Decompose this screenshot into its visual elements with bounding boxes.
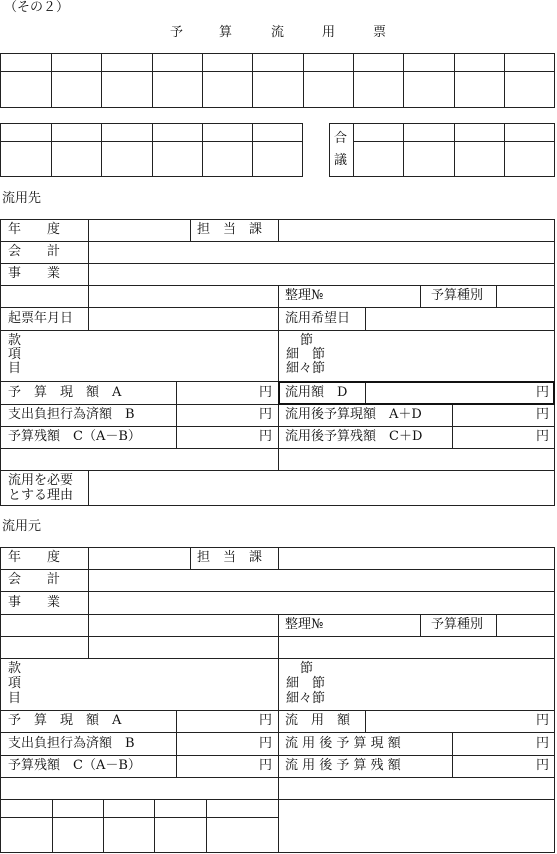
src-saisetsu-label: 細 節 bbox=[286, 676, 326, 691]
consultation-grid bbox=[329, 123, 555, 177]
consultation-label: 合 bbox=[334, 131, 348, 146]
dest-moku-label: 目 bbox=[8, 361, 22, 376]
yen-unit: 円 bbox=[536, 736, 550, 751]
dest-saisaisetsu-label: 細々節 bbox=[286, 361, 326, 376]
src-project-label: 事 業 bbox=[8, 595, 61, 610]
yen-unit: 円 bbox=[536, 713, 550, 728]
yen-unit: 円 bbox=[536, 407, 550, 422]
consultation-label: 議 bbox=[334, 153, 348, 168]
src-moku-label: 目 bbox=[8, 691, 22, 706]
yen-unit: 円 bbox=[259, 713, 273, 728]
dest-account-label: 会 計 bbox=[8, 244, 61, 259]
dest-project-label: 事 業 bbox=[8, 266, 61, 281]
title-char: 算 bbox=[219, 25, 233, 40]
src-account-label: 会 計 bbox=[8, 572, 61, 587]
dest-budget-type-label: 予算種別 bbox=[431, 288, 484, 303]
src-row-amount-label: 流 用 額 bbox=[285, 713, 351, 728]
title-char: 流 bbox=[271, 25, 285, 40]
src-saisaisetsu-label: 細々節 bbox=[286, 691, 326, 706]
yen-unit: 円 bbox=[259, 736, 273, 751]
yen-unit: 円 bbox=[536, 385, 550, 400]
page-title bbox=[165, 26, 395, 42]
yen-unit: 円 bbox=[259, 429, 273, 444]
dest-reason-label: とする理由 bbox=[8, 488, 74, 503]
title-char: 用 bbox=[322, 25, 336, 40]
yen-unit: 円 bbox=[536, 429, 550, 444]
dest-kou-label: 項 bbox=[8, 347, 22, 362]
dest-row-a-label: 予 算 現 額 A bbox=[8, 385, 122, 400]
yen-unit: 円 bbox=[259, 758, 273, 773]
src-kou-label: 項 bbox=[8, 676, 22, 691]
src-setsu-label: 節 bbox=[300, 661, 314, 676]
src-row-after-current-label: 流 用 後 予 算 現 額 bbox=[285, 736, 401, 751]
src-budget-type-label: 予算種別 bbox=[431, 617, 484, 632]
src-dept-label: 担 当 課 bbox=[197, 550, 263, 565]
yen-unit: 円 bbox=[259, 407, 273, 422]
dest-draft-date-label: 起票年月日 bbox=[8, 311, 74, 326]
dest-setsu-label: 節 bbox=[300, 333, 314, 348]
yen-unit: 円 bbox=[259, 385, 273, 400]
dest-saisetsu-label: 細 節 bbox=[286, 347, 326, 362]
dest-row-d-label: 流用額 D bbox=[285, 385, 348, 400]
src-row-a-label: 予 算 現 額 A bbox=[8, 713, 122, 728]
src-row-c-label: 予算残額 C（A－B） bbox=[8, 758, 141, 773]
stamp-grid-top bbox=[0, 53, 555, 108]
src-row-after-remaining-label: 流 用 後 予 算 残 額 bbox=[285, 758, 401, 773]
dest-row-cd-label: 流用後予算残額 C＋D bbox=[285, 429, 423, 444]
section-heading-dest: 流用先 bbox=[2, 191, 42, 206]
title-char: 予 bbox=[170, 25, 184, 40]
yen-unit: 円 bbox=[536, 758, 550, 773]
dest-row-ad-label: 流用後予算現額 A＋D bbox=[285, 407, 422, 422]
dest-year-label: 年 度 bbox=[8, 222, 61, 237]
section-heading-src: 流用元 bbox=[2, 519, 42, 534]
dest-desired-date-label: 流用希望日 bbox=[285, 311, 351, 326]
title-char: 票 bbox=[373, 25, 387, 40]
dest-row-b-label: 支出負担行為済額 B bbox=[8, 407, 135, 422]
dest-reason-label: 流用を必要 bbox=[8, 473, 74, 488]
form-series-label: （その２） bbox=[4, 0, 70, 15]
src-row-b-label: 支出負担行為済額 B bbox=[8, 736, 135, 751]
src-year-label: 年 度 bbox=[8, 550, 61, 565]
src-kan-label: 款 bbox=[8, 661, 22, 676]
src-ref-no-label: 整理№ bbox=[285, 617, 324, 632]
dest-kan-label: 款 bbox=[8, 333, 22, 348]
dest-ref-no-label: 整理№ bbox=[285, 288, 324, 303]
dest-row-c-label: 予算残額 C（A－B） bbox=[8, 429, 141, 444]
dest-dept-label: 担 当 課 bbox=[197, 222, 263, 237]
